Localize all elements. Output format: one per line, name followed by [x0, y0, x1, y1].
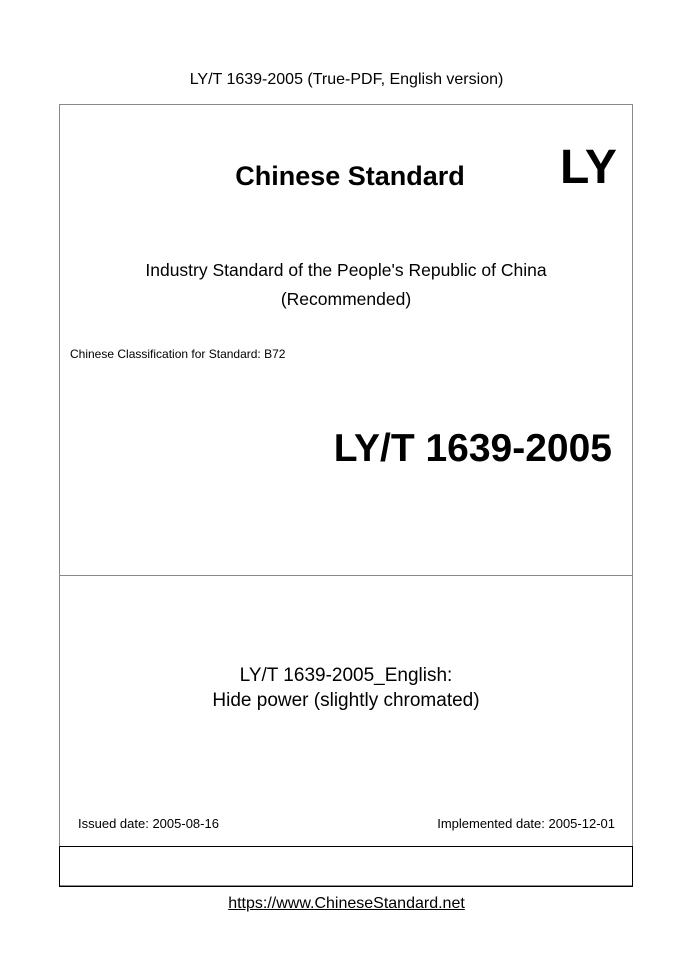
footer-link-container	[0, 894, 693, 914]
standard-code: LY/T 1639-2005	[333, 427, 612, 470]
footer-strip-divider	[59, 846, 633, 847]
section-divider	[59, 575, 633, 576]
brand-code: LY	[560, 141, 617, 194]
document-title-subject: Hide power (slightly chromated)	[212, 690, 480, 711]
brand-title: Chinese Standard	[235, 161, 465, 191]
footer-strip-box	[59, 846, 633, 887]
classification-label: Chinese Classification for Standard: B72	[70, 347, 286, 361]
industry-standard-line: Industry Standard of the People's Republic of China	[145, 260, 547, 280]
recommended-label: (Recommended)	[280, 289, 412, 309]
cover-frame	[59, 104, 633, 886]
document-title-code: LY/T 1639-2005_English:	[239, 665, 453, 686]
page-header-title: LY/T 1639-2005 (True-PDF, English version)	[189, 71, 504, 88]
website-link[interactable]: https://www.ChineseStandard.net	[228, 895, 465, 912]
issued-date: Issued date: 2005-08-16	[78, 816, 219, 831]
implemented-date: Implemented date: 2005-12-01	[437, 816, 615, 831]
